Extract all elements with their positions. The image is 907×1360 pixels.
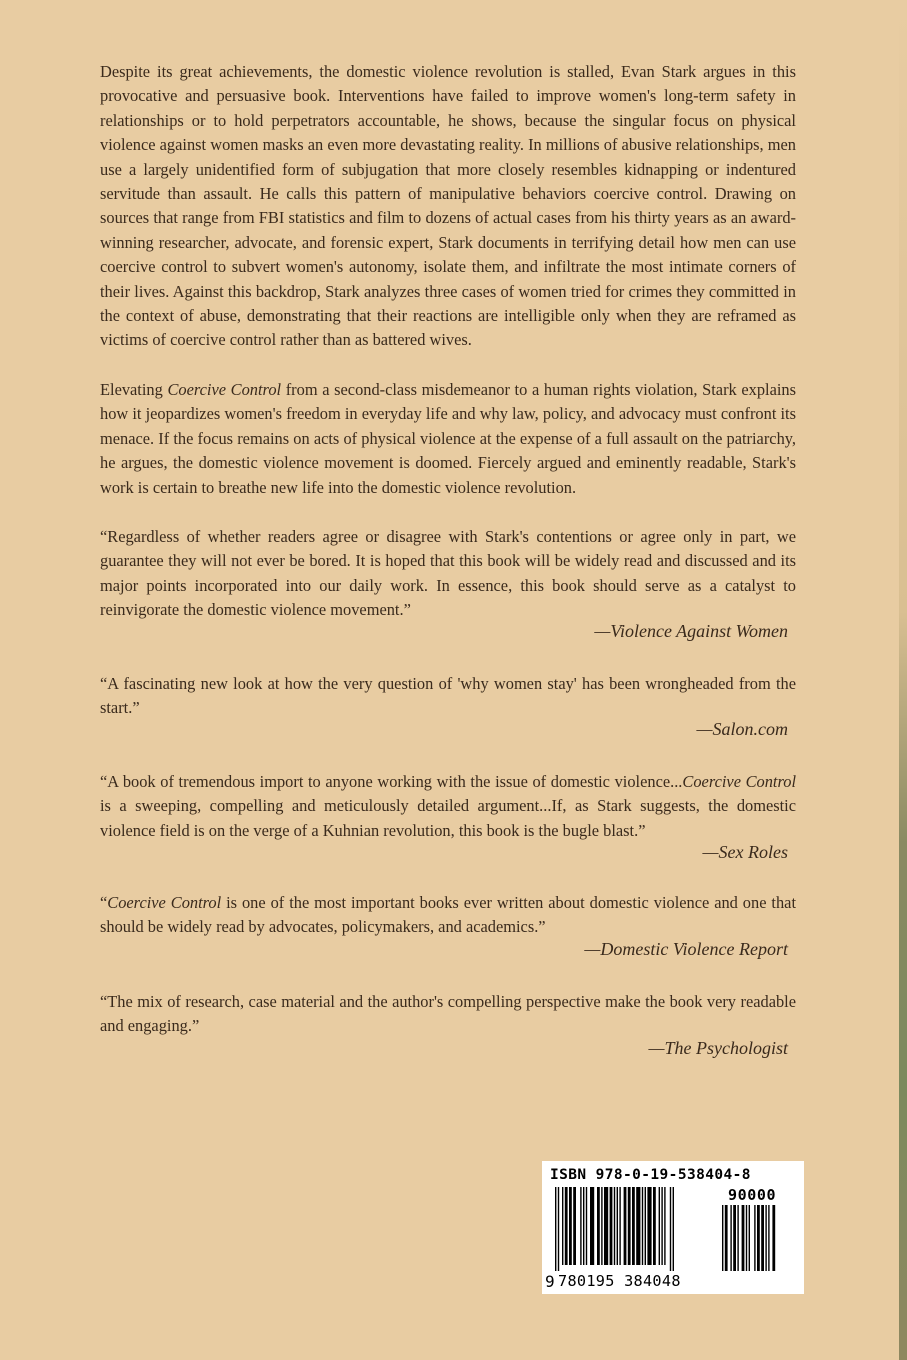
isbn-label: ISBN 978-0-19-538404-8: [550, 1167, 751, 1183]
barcode-bar: [614, 1187, 615, 1265]
review-quote-1: “Regardless of whether readers agree or disagree with Stark's contentions or agree only in part, we guarantee they will not ever be bored. It is hoped that this book will be widely read and discussed and its major points incorporated into our daily work. In essence, this book should serve as a catalyst to reinvigorate the domestic violence movement.”: [100, 527, 796, 620]
barcode-bar: [742, 1205, 745, 1271]
review-source-5: —The Psychologist: [648, 1038, 788, 1058]
barcode-bar: [562, 1187, 563, 1265]
barcode-bar: [661, 1187, 662, 1265]
price-code: 90000: [728, 1186, 777, 1204]
barcode-bar: [604, 1187, 608, 1265]
barcode-bar: [659, 1187, 660, 1265]
barcode-bar: [645, 1187, 646, 1265]
review-source-1: —Violence Against Women: [594, 621, 788, 641]
barcode-bar: [573, 1187, 576, 1265]
review-quote-2: “A fascinating new look at how the very question of 'why women stay' has been wrongheaded from the start.”: [100, 674, 796, 718]
barcode-bar: [580, 1187, 581, 1265]
barcode-bar: [733, 1205, 736, 1271]
barcode-bar: [590, 1187, 594, 1265]
barcode-bar: [730, 1205, 731, 1271]
barcode-bar: [765, 1205, 766, 1271]
barcode-bar: [757, 1205, 760, 1271]
barcode-bar: [586, 1187, 587, 1265]
barcode-bar: [636, 1187, 640, 1265]
barcode-bar: [772, 1205, 775, 1271]
review-quote-4: “Coercive Control is one of the most important books ever written about domestic violence and one that should be widely read by advocates, policymakers, and academics.”: [100, 893, 796, 937]
barcode-bar: [737, 1205, 738, 1271]
review-source-3: —Sex Roles: [702, 842, 788, 862]
barcode-bar: [610, 1187, 613, 1265]
barcode-bar: [749, 1205, 750, 1271]
barcode-bar: [754, 1205, 755, 1271]
barcode-bar: [555, 1187, 556, 1271]
barcode-bar: [725, 1205, 728, 1271]
barcode-bar: [647, 1187, 651, 1265]
barcode-bar: [583, 1187, 584, 1265]
barcode-bar: [761, 1205, 764, 1271]
review-quote-3: “A book of tremendous import to anyone working with the issue of domestic violence...Coercive Control is a sweeping, compelling and meticulously detailed argument...If, as Stark suggests, the domestic violence field is on the verge of a Kuhnian revolution, this book is the bugle blast.”: [100, 772, 797, 840]
description-paragraph-1: Despite its great achievements, the domestic violence revolution is stalled, Evan Stark argues in this provocative and persuasive book. Interventions have failed to improve women's long-term safety in relationships or to hold perpetrators accountable, he shows, because the singular focus on physical violence against women masks an even more devastating reality. In millions of abusive relationships, men use a largely unidentified form of subjugation that more closely resembles kidnapping or indentured servitude than assault. He calls this pattern of manipulative behaviors coercive control. Drawing on sources that range from FBI statistics and film to dozens of actual cases from his thirty years as an award-winning researcher, advocate, and forensic expert, Stark documents in terrifying detail how men can use coercive control to subvert women's autonomy, isolate them, and infiltrate the most intimate corners of their lives. Against this backdrop, Stark analyzes three cases of women tried for crimes they committed in the context of abuse, demonstrating that their reactions are intelligible only when they are reframed as victims of coercive control rather than as battered wives.: [100, 62, 796, 350]
barcode-bar: [632, 1187, 635, 1265]
barcode-bar: [746, 1205, 747, 1271]
book-title: Coercive Control: [682, 772, 797, 791]
book-title: Coercive Control: [107, 893, 222, 912]
barcode-bar: [565, 1187, 568, 1265]
ean-first-digit: 9: [545, 1272, 555, 1291]
barcode-bar: [670, 1187, 671, 1271]
barcode-bar: [569, 1187, 572, 1265]
barcode-bar: [617, 1187, 618, 1265]
barcode-bar: [597, 1187, 600, 1265]
ean-barcode-bars: [555, 1187, 715, 1273]
barcode-bar: [673, 1187, 674, 1271]
barcode-bar: [653, 1187, 656, 1265]
barcode-bar: [624, 1187, 627, 1265]
review-quote-5: “The mix of research, case material and the author's compelling perspective make the book very readable and engaging.”: [100, 992, 796, 1036]
isbn-barcode: [542, 1161, 804, 1294]
review-source-2: —Salon.com: [696, 719, 788, 739]
description-paragraph-2: Elevating Coercive Control from a second-class misdemeanor to a human rights violation, Stark explains how it jeopardizes women's freedom in everyday life and why law, policy, and advocacy must confront its menace. If the focus remains on acts of physical violence at the expense of a full assault on the patriarchy, he argues, the domestic violence movement is doomed. Fiercely argued and eminently readable, Stark's work is certain to breathe new life into the domestic violence revolution.: [100, 380, 796, 497]
barcode-bar: [768, 1205, 769, 1271]
addon-barcode-bars: [722, 1205, 794, 1273]
book-edge: [899, 0, 907, 1360]
barcode-bar: [642, 1187, 643, 1265]
barcode-bar: [722, 1205, 723, 1271]
barcode-bar: [558, 1187, 559, 1271]
review-source-4: —Domestic Violence Report: [584, 939, 788, 959]
barcode-bar: [601, 1187, 602, 1265]
barcode-bar: [628, 1187, 631, 1265]
barcode-bar: [664, 1187, 665, 1265]
ean-digits: 780195 384048: [558, 1272, 681, 1290]
barcode-bar: [619, 1187, 620, 1265]
book-title: Coercive Control: [167, 380, 282, 399]
